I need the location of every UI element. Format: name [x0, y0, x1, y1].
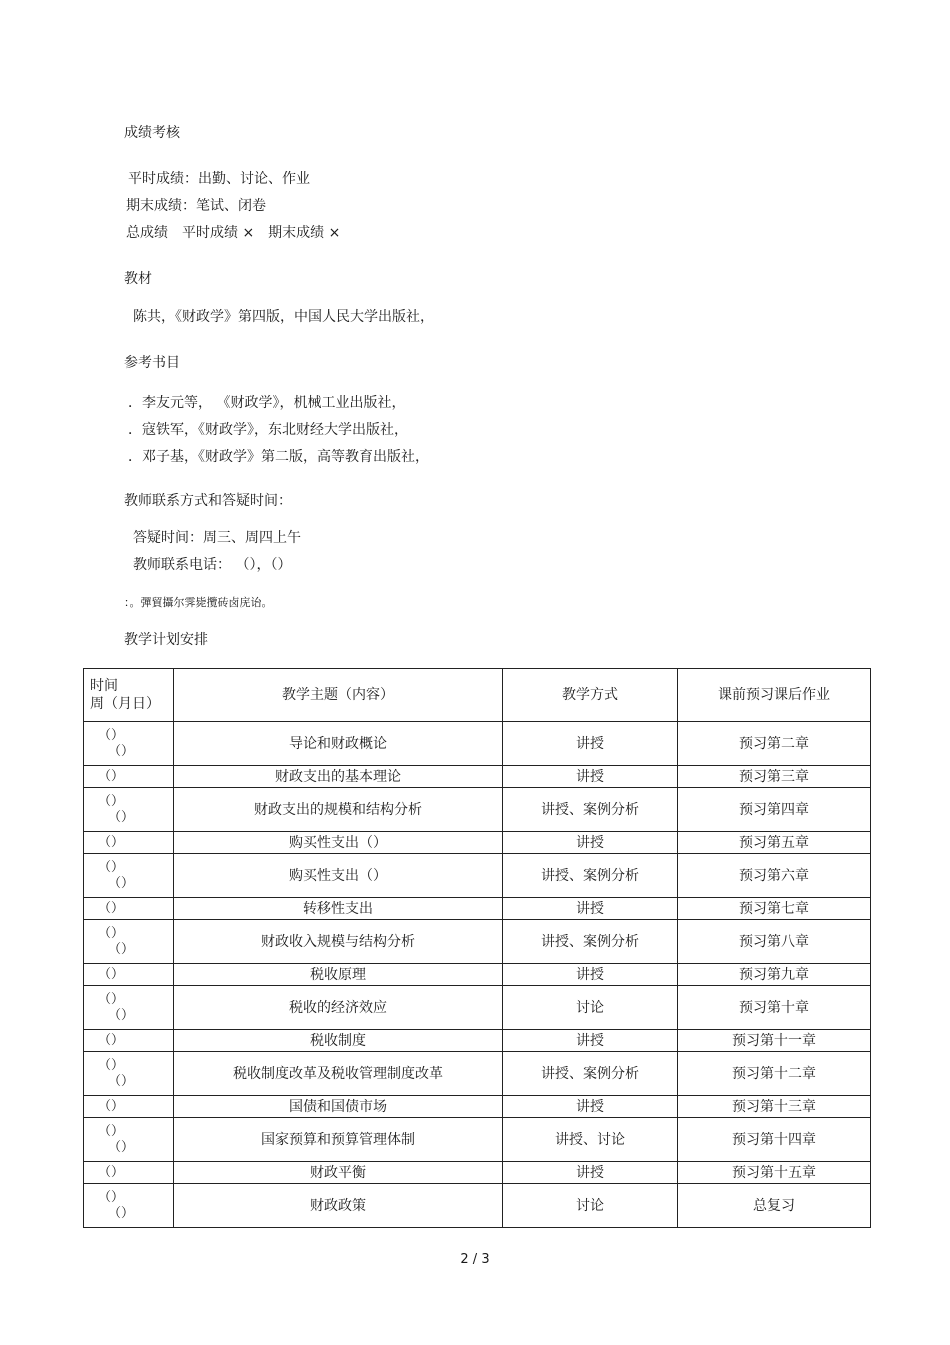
topic-cell: 财政政策 — [174, 1184, 503, 1228]
method-cell: 讲授 — [503, 1030, 678, 1052]
homework-cell: 预习第三章 — [678, 766, 871, 788]
date-value: （） — [108, 1073, 135, 1089]
table-row — [84, 920, 871, 964]
week-value: （） — [98, 793, 125, 809]
table-row — [84, 854, 871, 898]
teaching-plan-table — [83, 668, 871, 1228]
header-homework: 课前预习课后作业 — [678, 669, 871, 722]
header-topic: 教学主题（内容） — [174, 669, 503, 722]
table-row — [84, 964, 871, 986]
week-cell — [84, 1052, 174, 1096]
week-cell — [84, 1184, 174, 1228]
homework-cell: 预习第十四章 — [678, 1118, 871, 1162]
method-cell: 讲授 — [503, 964, 678, 986]
header-week: 时间 周（月日） — [84, 669, 174, 722]
homework-cell: 总复习 — [678, 1184, 871, 1228]
homework-cell: 预习第六章 — [678, 854, 871, 898]
contact-heading: 教师联系方式和答疑时间： — [124, 493, 292, 509]
assessment-heading: 成绩考核 — [124, 125, 180, 141]
textbook-line: 陈共，《财政学》第四版，中国人民大学出版社， — [133, 309, 434, 325]
topic-cell: 财政支出的基本理论 — [174, 766, 503, 788]
homework-cell: 预习第八章 — [678, 920, 871, 964]
garbled-note: ：。彈貿攝尔霁毙攬砖卤庑诒。 — [124, 596, 273, 609]
date-value: （） — [108, 1007, 135, 1023]
method-cell: 讲授 — [503, 898, 678, 920]
homework-cell: 预习第十一章 — [678, 1030, 871, 1052]
topic-cell: 国家预算和预算管理体制 — [174, 1118, 503, 1162]
week-value: （） — [98, 1123, 125, 1139]
homework-cell: 预习第五章 — [678, 832, 871, 854]
table-row — [84, 898, 871, 920]
week-value: （） — [98, 859, 125, 875]
week-cell — [84, 898, 174, 920]
table-row — [84, 722, 871, 766]
table-header-row — [84, 669, 871, 722]
topic-cell: 购买性支出（） — [174, 854, 503, 898]
week-value: （） — [98, 1164, 125, 1180]
week-value: （） — [98, 1057, 125, 1073]
textbook-heading: 教材 — [124, 271, 152, 287]
week-cell — [84, 986, 174, 1030]
topic-cell: 税收原理 — [174, 964, 503, 986]
table-row — [84, 1118, 871, 1162]
phone-line: 教师联系电话： （），（） — [133, 557, 292, 573]
week-value: （） — [98, 991, 125, 1007]
reference-item: ．李友元等， 《财政学》，机械工业出版社， — [128, 395, 406, 411]
week-cell — [84, 788, 174, 832]
topic-cell: 财政支出的规模和结构分析 — [174, 788, 503, 832]
week-value: （） — [98, 966, 125, 982]
plan-heading: 教学计划安排 — [124, 632, 208, 648]
method-cell: 讲授、案例分析 — [503, 788, 678, 832]
assessment-line-regular: 平时成绩：出勤、讨论、作业 — [128, 171, 310, 187]
week-value: （） — [98, 768, 125, 784]
topic-cell: 导论和财政概论 — [174, 722, 503, 766]
homework-cell: 预习第二章 — [678, 722, 871, 766]
homework-cell: 预习第四章 — [678, 788, 871, 832]
reference-item: ．寇铁军，《财政学》，东北财经大学出版社， — [128, 422, 408, 438]
table-row — [84, 832, 871, 854]
date-value: （） — [108, 809, 135, 825]
topic-cell: 财政收入规模与结构分析 — [174, 920, 503, 964]
week-value: （） — [98, 1098, 125, 1114]
homework-cell: 预习第十五章 — [678, 1162, 871, 1184]
topic-cell: 税收制度改革及税收管理制度改革 — [174, 1052, 503, 1096]
week-cell — [84, 1118, 174, 1162]
office-hours-line: 答疑时间：周三、周四上午 — [133, 530, 301, 546]
table-row — [84, 1096, 871, 1118]
reference-item: ．邓子基，《财政学》第二版，高等教育出版社， — [128, 449, 429, 465]
method-cell: 讲授、案例分析 — [503, 920, 678, 964]
topic-cell: 购买性支出（） — [174, 832, 503, 854]
method-cell: 讲授 — [503, 1162, 678, 1184]
table-row — [84, 766, 871, 788]
header-method: 教学方式 — [503, 669, 678, 722]
week-value: （） — [98, 900, 125, 916]
assessment-line-total: 总成绩 平时成绩 × 期末成绩 × — [126, 225, 341, 241]
week-cell — [84, 920, 174, 964]
week-cell — [84, 766, 174, 788]
topic-cell: 财政平衡 — [174, 1162, 503, 1184]
date-value: （） — [108, 1139, 135, 1155]
week-value: （） — [98, 834, 125, 850]
week-cell — [84, 964, 174, 986]
method-cell: 讨论 — [503, 1184, 678, 1228]
assessment-line-final: 期末成绩：笔试、闭卷 — [126, 198, 266, 214]
topic-cell: 国债和国债市场 — [174, 1096, 503, 1118]
week-cell — [84, 1096, 174, 1118]
page-number: 2 / 3 — [460, 1252, 490, 1267]
homework-cell: 预习第十章 — [678, 986, 871, 1030]
homework-cell: 预习第九章 — [678, 964, 871, 986]
method-cell: 讲授 — [503, 766, 678, 788]
homework-cell: 预习第十二章 — [678, 1052, 871, 1096]
date-value: （） — [108, 1205, 135, 1221]
table-row — [84, 986, 871, 1030]
homework-cell: 预习第七章 — [678, 898, 871, 920]
method-cell: 讲授、案例分析 — [503, 854, 678, 898]
method-cell: 讲授、案例分析 — [503, 1052, 678, 1096]
topic-cell: 税收制度 — [174, 1030, 503, 1052]
method-cell: 讲授 — [503, 722, 678, 766]
method-cell: 讨论 — [503, 986, 678, 1030]
method-cell: 讲授、讨论 — [503, 1118, 678, 1162]
week-value: （） — [98, 925, 125, 941]
topic-cell: 转移性支出 — [174, 898, 503, 920]
date-value: （） — [108, 743, 135, 759]
table-row — [84, 1052, 871, 1096]
references-heading: 参考书目 — [124, 355, 180, 371]
week-cell — [84, 1162, 174, 1184]
week-value: （） — [98, 1189, 125, 1205]
homework-cell: 预习第十三章 — [678, 1096, 871, 1118]
method-cell: 讲授 — [503, 832, 678, 854]
table-row — [84, 1184, 871, 1228]
week-cell — [84, 1030, 174, 1052]
method-cell: 讲授 — [503, 1096, 678, 1118]
date-value: （） — [108, 875, 135, 891]
table-row — [84, 1030, 871, 1052]
week-value: （） — [98, 1032, 125, 1048]
date-value: （） — [108, 941, 135, 957]
week-value: （） — [98, 727, 125, 743]
week-cell — [84, 854, 174, 898]
week-cell — [84, 722, 174, 766]
table-row — [84, 788, 871, 832]
week-cell — [84, 832, 174, 854]
table-row — [84, 1162, 871, 1184]
topic-cell: 税收的经济效应 — [174, 986, 503, 1030]
